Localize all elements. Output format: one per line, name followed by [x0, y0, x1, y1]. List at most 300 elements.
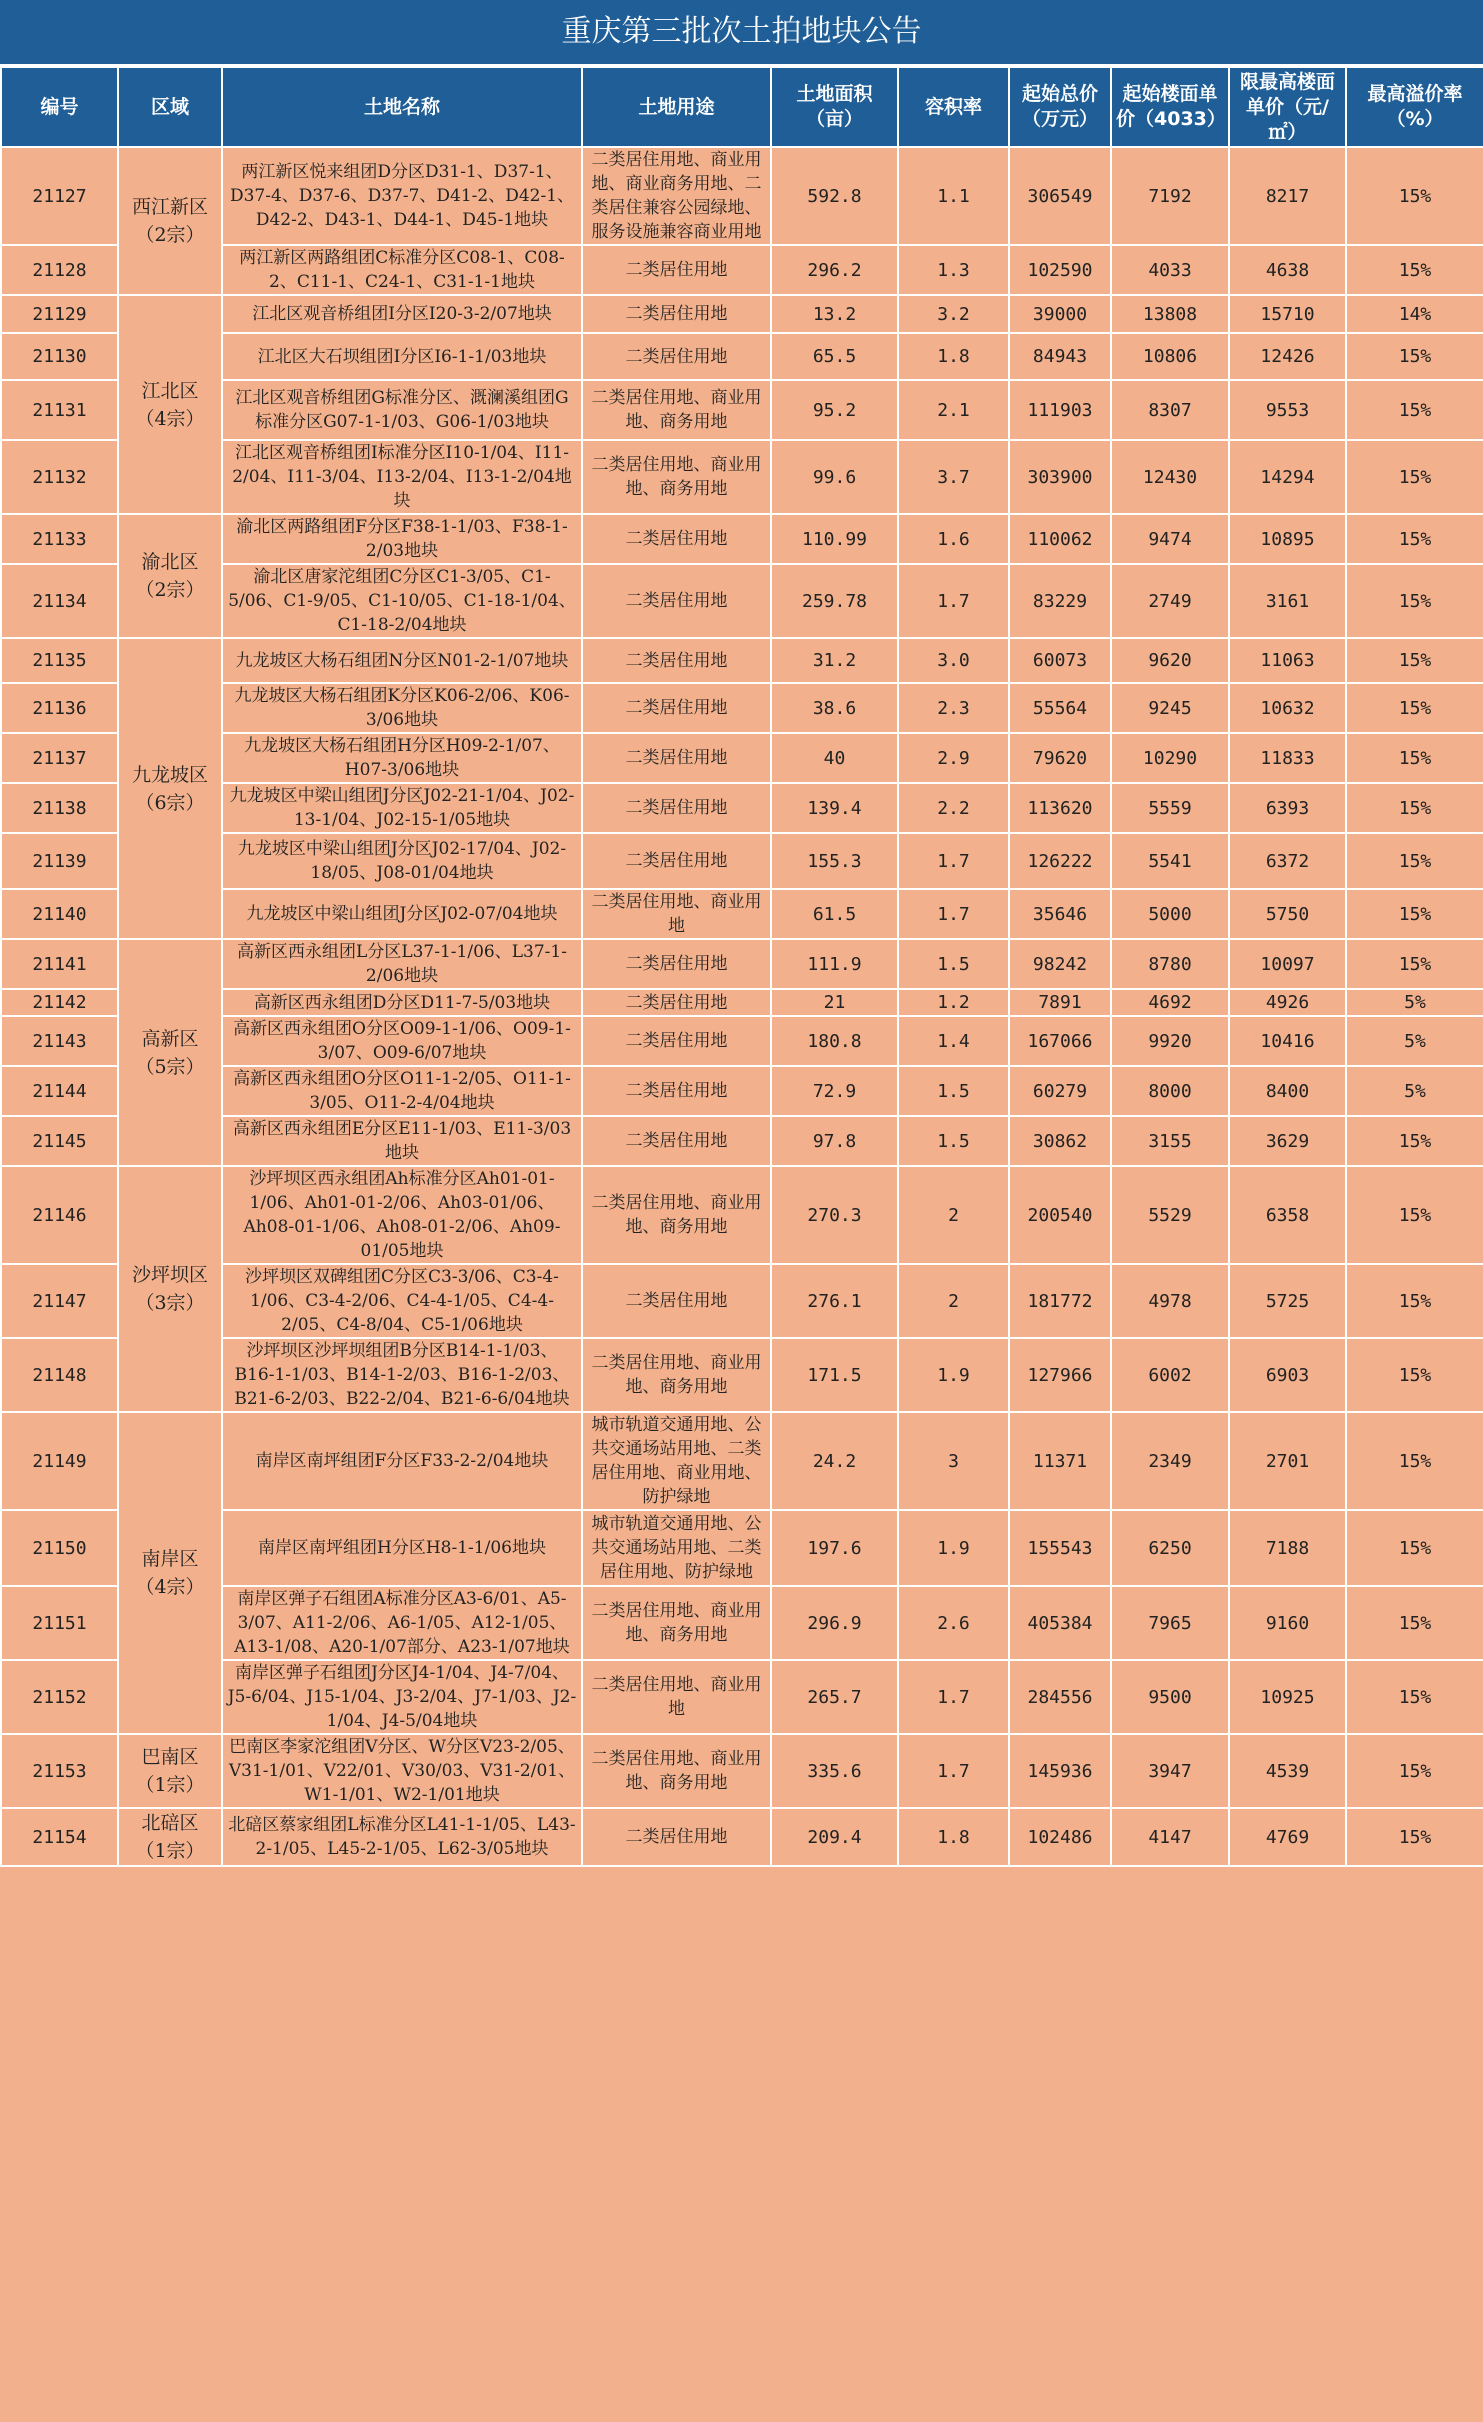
cell-max-premium-rate: 15%: [1346, 683, 1483, 733]
cell-area: 110.99: [771, 514, 898, 564]
cell-area: 95.2: [771, 380, 898, 440]
cell-max-premium-rate: 15%: [1346, 939, 1483, 989]
cell-max-premium-rate: 15%: [1346, 1166, 1483, 1264]
cell-start-floor-price: 3155: [1111, 1116, 1229, 1166]
cell-start-floor-price: 5529: [1111, 1166, 1229, 1264]
cell-max-floor-price: 2701: [1229, 1412, 1346, 1510]
cell-code: 21150: [1, 1510, 118, 1586]
cell-code: 21153: [1, 1734, 118, 1808]
cell-start-total-price: 55564: [1009, 683, 1111, 733]
cell-land-name: 九龙坡区中梁山组团J分区J02-07/04地块: [222, 889, 582, 939]
cell-max-premium-rate: 15%: [1346, 889, 1483, 939]
cell-max-premium-rate: 15%: [1346, 833, 1483, 889]
cell-start-floor-price: 12430: [1111, 440, 1229, 514]
cell-max-floor-price: 14294: [1229, 440, 1346, 514]
cell-land-use: 二类居住用地: [582, 989, 771, 1016]
table-row: [1, 380, 1483, 440]
cell-land-name: 两江新区两路组团C标准分区C08-1、C08-2、C11-1、C24-1、C31-1-1地块: [222, 245, 582, 295]
cell-land-name: 沙坪坝区沙坪坝组团B分区B14-1-1/03、B16-1-1/03、B14-1-2/03、B16-1-2/03、B21-6-2/03、B22-2/04、B21-6-6/04地块: [222, 1338, 582, 1412]
cell-code: 21145: [1, 1116, 118, 1166]
cell-max-floor-price: 10632: [1229, 683, 1346, 733]
land-auction-table: [0, 66, 1483, 1867]
cell-plot-ratio: 1.9: [898, 1510, 1009, 1586]
cell-area: 40: [771, 733, 898, 783]
cell-max-floor-price: 8217: [1229, 147, 1346, 245]
cell-land-name: 九龙坡区大杨石组团N分区N01-2-1/07地块: [222, 638, 582, 683]
cell-land-use: 二类居住用地: [582, 939, 771, 989]
cell-code: 21154: [1, 1808, 118, 1866]
table-row: [1, 1066, 1483, 1116]
page-title: 重庆第三批次土拍地块公告: [0, 0, 1483, 66]
table-row: [1, 1264, 1483, 1338]
cell-land-use: 二类居住用地: [582, 1016, 771, 1066]
cell-plot-ratio: 1.7: [898, 564, 1009, 638]
cell-max-floor-price: 5725: [1229, 1264, 1346, 1338]
cell-area: 13.2: [771, 295, 898, 333]
cell-start-total-price: 84943: [1009, 333, 1111, 380]
cell-land-name: 南岸区南坪组团H分区H8-1-1/06地块: [222, 1510, 582, 1586]
cell-max-floor-price: 4926: [1229, 989, 1346, 1016]
cell-start-total-price: 35646: [1009, 889, 1111, 939]
cell-code: 21134: [1, 564, 118, 638]
cell-land-name: 高新区西永组团O分区O11-1-2/05、O11-1-3/05、O11-2-4/04地块: [222, 1066, 582, 1116]
cell-code: 21137: [1, 733, 118, 783]
cell-start-floor-price: 7965: [1111, 1586, 1229, 1660]
cell-land-name: 九龙坡区大杨石组团K分区K06-2/06、K06-3/06地块: [222, 683, 582, 733]
cell-plot-ratio: 1.3: [898, 245, 1009, 295]
cell-max-floor-price: 5750: [1229, 889, 1346, 939]
table-row: [1, 440, 1483, 514]
cell-start-total-price: 126222: [1009, 833, 1111, 889]
cell-code: 21128: [1, 245, 118, 295]
cell-region: 江北区 （4宗）: [118, 295, 222, 514]
cell-max-premium-rate: 5%: [1346, 989, 1483, 1016]
cell-land-use: 二类居住用地、商业用地、商务用地: [582, 1166, 771, 1264]
cell-max-floor-price: 11833: [1229, 733, 1346, 783]
cell-start-floor-price: 8780: [1111, 939, 1229, 989]
cell-max-floor-price: 10097: [1229, 939, 1346, 989]
cell-start-total-price: 181772: [1009, 1264, 1111, 1338]
cell-land-name: 渝北区两路组团F分区F38-1-1/03、F38-1-2/03地块: [222, 514, 582, 564]
cell-plot-ratio: 1.7: [898, 1660, 1009, 1734]
cell-land-name: 两江新区悦来组团D分区D31-1、D37-1、D37-4、D37-6、D37-7、D41-2、D42-1、D42-2、D43-1、D44-1、D45-1地块: [222, 147, 582, 245]
table-row: [1, 683, 1483, 733]
cell-area: 180.8: [771, 1016, 898, 1066]
cell-plot-ratio: 3.0: [898, 638, 1009, 683]
cell-max-floor-price: 6903: [1229, 1338, 1346, 1412]
header-plot-ratio: 容积率: [898, 67, 1009, 147]
cell-plot-ratio: 2.3: [898, 683, 1009, 733]
table-row: [1, 1116, 1483, 1166]
table-row: [1, 783, 1483, 833]
cell-land-use: 二类居住用地、商业用地、商务用地: [582, 440, 771, 514]
cell-region: 西江新区 （2宗）: [118, 147, 222, 295]
cell-area: 61.5: [771, 889, 898, 939]
cell-start-floor-price: 2349: [1111, 1412, 1229, 1510]
cell-area: 155.3: [771, 833, 898, 889]
cell-area: 38.6: [771, 683, 898, 733]
cell-land-name: 沙坪坝区双碑组团C分区C3-3/06、C3-4-1/06、C3-4-2/06、C4-4-1/05、C4-4-2/05、C4-8/04、C5-1/06地块: [222, 1264, 582, 1338]
cell-land-use: 二类居住用地、商业用地: [582, 889, 771, 939]
cell-code: 21133: [1, 514, 118, 564]
cell-code: 21144: [1, 1066, 118, 1116]
cell-start-floor-price: 9620: [1111, 638, 1229, 683]
cell-start-total-price: 155543: [1009, 1510, 1111, 1586]
cell-start-total-price: 200540: [1009, 1166, 1111, 1264]
cell-code: 21152: [1, 1660, 118, 1734]
table-row: [1, 1660, 1483, 1734]
cell-plot-ratio: 2.1: [898, 380, 1009, 440]
header-code: 编号: [1, 67, 118, 147]
cell-start-floor-price: 5000: [1111, 889, 1229, 939]
cell-max-premium-rate: 15%: [1346, 1116, 1483, 1166]
cell-start-floor-price: 9245: [1111, 683, 1229, 733]
cell-land-use: 二类居住用地、商业用地、商务用地: [582, 1734, 771, 1808]
cell-max-premium-rate: 15%: [1346, 440, 1483, 514]
cell-code: 21147: [1, 1264, 118, 1338]
cell-land-use: 城市轨道交通用地、公共交通场站用地、二类居住用地、商业用地、防护绿地: [582, 1412, 771, 1510]
cell-start-floor-price: 3947: [1111, 1734, 1229, 1808]
cell-start-total-price: 98242: [1009, 939, 1111, 989]
cell-land-name: 九龙坡区大杨石组团H分区H09-2-1/07、H07-3/06地块: [222, 733, 582, 783]
cell-plot-ratio: 1.7: [898, 889, 1009, 939]
cell-code: 21141: [1, 939, 118, 989]
table-row: [1, 1166, 1483, 1264]
cell-land-use: 二类居住用地: [582, 1808, 771, 1866]
cell-plot-ratio: 1.8: [898, 333, 1009, 380]
cell-start-total-price: 111903: [1009, 380, 1111, 440]
cell-land-use: 二类居住用地: [582, 1116, 771, 1166]
cell-plot-ratio: 3.2: [898, 295, 1009, 333]
header-start-total-price: 起始总价（万元）: [1009, 67, 1111, 147]
cell-land-use: 二类居住用地: [582, 1264, 771, 1338]
cell-start-total-price: 60279: [1009, 1066, 1111, 1116]
cell-start-total-price: 11371: [1009, 1412, 1111, 1510]
cell-max-floor-price: 10895: [1229, 514, 1346, 564]
cell-region: 渝北区 （2宗）: [118, 514, 222, 638]
table-row: [1, 638, 1483, 683]
cell-start-total-price: 405384: [1009, 1586, 1111, 1660]
cell-code: 21140: [1, 889, 118, 939]
cell-code: 21148: [1, 1338, 118, 1412]
cell-max-premium-rate: 15%: [1346, 564, 1483, 638]
cell-land-use: 二类居住用地: [582, 245, 771, 295]
cell-start-floor-price: 6002: [1111, 1338, 1229, 1412]
cell-start-total-price: 284556: [1009, 1660, 1111, 1734]
cell-land-name: 高新区西永组团L分区L37-1-1/06、L37-1-2/06地块: [222, 939, 582, 989]
cell-code: 21132: [1, 440, 118, 514]
cell-max-premium-rate: 14%: [1346, 295, 1483, 333]
cell-plot-ratio: 2.9: [898, 733, 1009, 783]
cell-code: 21142: [1, 989, 118, 1016]
cell-land-use: 二类居住用地、商业用地、商务用地: [582, 1338, 771, 1412]
cell-land-name: 南岸区弹子石组团A标准分区A3-6/01、A5-3/07、A11-2/06、A6-1/05、A12-1/05、A13-1/08、A20-1/07部分、A23-1/07地块: [222, 1586, 582, 1660]
cell-max-premium-rate: 15%: [1346, 333, 1483, 380]
cell-start-total-price: 102590: [1009, 245, 1111, 295]
header-max-floor-price: 限最高楼面单价（元/㎡）: [1229, 67, 1346, 147]
cell-code: 21130: [1, 333, 118, 380]
cell-start-total-price: 113620: [1009, 783, 1111, 833]
cell-start-floor-price: 4978: [1111, 1264, 1229, 1338]
cell-max-premium-rate: 15%: [1346, 245, 1483, 295]
cell-land-use: 二类居住用地: [582, 564, 771, 638]
cell-start-floor-price: 4692: [1111, 989, 1229, 1016]
cell-start-total-price: 306549: [1009, 147, 1111, 245]
cell-max-premium-rate: 15%: [1346, 1510, 1483, 1586]
cell-area: 209.4: [771, 1808, 898, 1866]
cell-area: 31.2: [771, 638, 898, 683]
cell-start-floor-price: 4147: [1111, 1808, 1229, 1866]
cell-plot-ratio: 1.8: [898, 1808, 1009, 1866]
cell-max-premium-rate: 15%: [1346, 1338, 1483, 1412]
header-row: [1, 67, 1483, 147]
cell-area: 111.9: [771, 939, 898, 989]
cell-start-total-price: 60073: [1009, 638, 1111, 683]
cell-max-premium-rate: 15%: [1346, 783, 1483, 833]
cell-max-premium-rate: 15%: [1346, 514, 1483, 564]
cell-start-total-price: 102486: [1009, 1808, 1111, 1866]
cell-land-use: 二类居住用地: [582, 333, 771, 380]
table-row: [1, 1016, 1483, 1066]
cell-plot-ratio: 1.5: [898, 939, 1009, 989]
cell-max-floor-price: 6393: [1229, 783, 1346, 833]
table-row: [1, 333, 1483, 380]
header-area: 土地面积（亩）: [771, 67, 898, 147]
cell-max-premium-rate: 15%: [1346, 1586, 1483, 1660]
cell-max-floor-price: 7188: [1229, 1510, 1346, 1586]
table-row: [1, 295, 1483, 333]
cell-max-floor-price: 11063: [1229, 638, 1346, 683]
cell-max-floor-price: 4638: [1229, 245, 1346, 295]
cell-plot-ratio: 2.6: [898, 1586, 1009, 1660]
cell-max-floor-price: 3161: [1229, 564, 1346, 638]
cell-plot-ratio: 2.2: [898, 783, 1009, 833]
table-row: [1, 733, 1483, 783]
cell-max-floor-price: 3629: [1229, 1116, 1346, 1166]
cell-start-floor-price: 6250: [1111, 1510, 1229, 1586]
cell-max-premium-rate: 15%: [1346, 1660, 1483, 1734]
cell-start-floor-price: 7192: [1111, 147, 1229, 245]
cell-plot-ratio: 1.4: [898, 1016, 1009, 1066]
cell-area: 296.2: [771, 245, 898, 295]
cell-land-name: 高新区西永组团D分区D11-7-5/03地块: [222, 989, 582, 1016]
cell-start-total-price: 167066: [1009, 1016, 1111, 1066]
cell-land-name: 南岸区弹子石组团J分区J4-1/04、J4-7/04、J5-6/04、J15-1/04、J3-2/04、J7-1/03、J2-1/04、J4-5/04地块: [222, 1660, 582, 1734]
cell-code: 21149: [1, 1412, 118, 1510]
cell-region: 高新区 （5宗）: [118, 939, 222, 1166]
cell-land-name: 江北区观音桥组团G标准分区、溉澜溪组团G标准分区G07-1-1/03、G06-1/03地块: [222, 380, 582, 440]
cell-area: 99.6: [771, 440, 898, 514]
table-row: [1, 514, 1483, 564]
table-row: [1, 889, 1483, 939]
cell-start-floor-price: 4033: [1111, 245, 1229, 295]
cell-area: 197.6: [771, 1510, 898, 1586]
cell-code: 21139: [1, 833, 118, 889]
cell-start-floor-price: 5559: [1111, 783, 1229, 833]
header-land-use: 土地用途: [582, 67, 771, 147]
cell-area: 276.1: [771, 1264, 898, 1338]
cell-max-premium-rate: 15%: [1346, 733, 1483, 783]
table-row: [1, 939, 1483, 989]
cell-start-total-price: 7891: [1009, 989, 1111, 1016]
cell-code: 21127: [1, 147, 118, 245]
cell-start-floor-price: 9474: [1111, 514, 1229, 564]
cell-land-use: 二类居住用地: [582, 783, 771, 833]
cell-start-total-price: 145936: [1009, 1734, 1111, 1808]
table-row: [1, 1412, 1483, 1510]
cell-start-total-price: 127966: [1009, 1338, 1111, 1412]
cell-plot-ratio: 1.5: [898, 1116, 1009, 1166]
cell-start-floor-price: 9500: [1111, 1660, 1229, 1734]
cell-max-floor-price: 4769: [1229, 1808, 1346, 1866]
cell-start-total-price: 83229: [1009, 564, 1111, 638]
cell-plot-ratio: 3.7: [898, 440, 1009, 514]
cell-max-floor-price: 8400: [1229, 1066, 1346, 1116]
cell-land-use: 二类居住用地: [582, 638, 771, 683]
cell-land-use: 二类居住用地、商业用地、商务用地: [582, 1586, 771, 1660]
cell-area: 24.2: [771, 1412, 898, 1510]
cell-code: 21135: [1, 638, 118, 683]
cell-plot-ratio: 1.9: [898, 1338, 1009, 1412]
table-row: [1, 1734, 1483, 1808]
cell-region: 沙坪坝区 （3宗）: [118, 1166, 222, 1412]
cell-max-floor-price: 6372: [1229, 833, 1346, 889]
cell-area: 65.5: [771, 333, 898, 380]
cell-land-use: 二类居住用地: [582, 295, 771, 333]
cell-land-use: 城市轨道交通用地、公共交通场站用地、二类居住用地、防护绿地: [582, 1510, 771, 1586]
table-body: [1, 147, 1483, 1866]
cell-land-use: 二类居住用地、商业用地、商业商务用地、二类居住兼容公园绿地、服务设施兼容商业用地: [582, 147, 771, 245]
cell-plot-ratio: 2: [898, 1166, 1009, 1264]
cell-land-name: 九龙坡区中梁山组团J分区J02-17/04、J02-18/05、J08-01/04地块: [222, 833, 582, 889]
cell-area: 296.9: [771, 1586, 898, 1660]
cell-land-use: 二类居住用地: [582, 683, 771, 733]
cell-code: 21143: [1, 1016, 118, 1066]
cell-code: 21151: [1, 1586, 118, 1660]
cell-land-use: 二类居住用地、商业用地、商务用地: [582, 380, 771, 440]
cell-start-floor-price: 5541: [1111, 833, 1229, 889]
table-row: [1, 1338, 1483, 1412]
cell-max-premium-rate: 15%: [1346, 1412, 1483, 1510]
table-row: [1, 1586, 1483, 1660]
cell-plot-ratio: 1.7: [898, 833, 1009, 889]
cell-start-floor-price: 9920: [1111, 1016, 1229, 1066]
cell-max-floor-price: 4539: [1229, 1734, 1346, 1808]
cell-land-name: 南岸区南坪组团F分区F33-2-2/04地块: [222, 1412, 582, 1510]
table-row: [1, 833, 1483, 889]
table-row: [1, 1808, 1483, 1866]
cell-plot-ratio: 3: [898, 1412, 1009, 1510]
cell-land-name: 江北区观音桥组团I标准分区I10-1/04、I11-2/04、I11-3/04、I13-2/04、I13-1-2/04地块: [222, 440, 582, 514]
cell-land-use: 二类居住用地: [582, 833, 771, 889]
cell-code: 21136: [1, 683, 118, 733]
cell-max-premium-rate: 15%: [1346, 1734, 1483, 1808]
table-row: [1, 989, 1483, 1016]
cell-area: 139.4: [771, 783, 898, 833]
header-max-premium-rate: 最高溢价率（%）: [1346, 67, 1483, 147]
cell-max-premium-rate: 5%: [1346, 1066, 1483, 1116]
cell-plot-ratio: 1.6: [898, 514, 1009, 564]
cell-max-floor-price: 10925: [1229, 1660, 1346, 1734]
cell-start-floor-price: 8307: [1111, 380, 1229, 440]
cell-max-premium-rate: 5%: [1346, 1016, 1483, 1066]
cell-area: 171.5: [771, 1338, 898, 1412]
cell-area: 592.8: [771, 147, 898, 245]
table-row: [1, 564, 1483, 638]
cell-area: 72.9: [771, 1066, 898, 1116]
cell-land-name: 江北区大石坝组团I分区I6-1-1/03地块: [222, 333, 582, 380]
cell-max-premium-rate: 15%: [1346, 1264, 1483, 1338]
cell-start-floor-price: 10806: [1111, 333, 1229, 380]
cell-region: 南岸区 （4宗）: [118, 1412, 222, 1734]
cell-code: 21138: [1, 783, 118, 833]
cell-start-floor-price: 2749: [1111, 564, 1229, 638]
cell-max-premium-rate: 15%: [1346, 147, 1483, 245]
cell-max-floor-price: 6358: [1229, 1166, 1346, 1264]
cell-land-name: 渝北区唐家沱组团C分区C1-3/05、C1-5/06、C1-9/05、C1-10/05、C1-18-1/04、C1-18-2/04地块: [222, 564, 582, 638]
cell-max-floor-price: 10416: [1229, 1016, 1346, 1066]
table-row: [1, 245, 1483, 295]
cell-plot-ratio: 2: [898, 1264, 1009, 1338]
cell-start-floor-price: 8000: [1111, 1066, 1229, 1116]
cell-max-floor-price: 9160: [1229, 1586, 1346, 1660]
cell-land-name: 巴南区李家沱组团V分区、W分区V23-2/05、V31-1/01、V22/01、V30/03、V31-2/01、W1-1/01、W2-1/01地块: [222, 1734, 582, 1808]
cell-area: 270.3: [771, 1166, 898, 1264]
cell-plot-ratio: 1.1: [898, 147, 1009, 245]
cell-region: 巴南区 （1宗）: [118, 1734, 222, 1808]
cell-max-premium-rate: 15%: [1346, 1808, 1483, 1866]
cell-max-floor-price: 15710: [1229, 295, 1346, 333]
cell-max-floor-price: 9553: [1229, 380, 1346, 440]
cell-plot-ratio: 1.2: [898, 989, 1009, 1016]
cell-code: 21129: [1, 295, 118, 333]
cell-land-use: 二类居住用地: [582, 1066, 771, 1116]
cell-land-name: 江北区观音桥组团I分区I20-3-2/07地块: [222, 295, 582, 333]
cell-land-use: 二类居住用地: [582, 514, 771, 564]
cell-area: 265.7: [771, 1660, 898, 1734]
cell-land-name: 九龙坡区中梁山组团J分区J02-21-1/04、J02-13-1/04、J02-15-1/05地块: [222, 783, 582, 833]
table-row: [1, 147, 1483, 245]
cell-land-use: 二类居住用地、商业用地: [582, 1660, 771, 1734]
header-region: 区域: [118, 67, 222, 147]
cell-max-premium-rate: 15%: [1346, 380, 1483, 440]
cell-region: 北碚区 （1宗）: [118, 1808, 222, 1866]
cell-land-use: 二类居住用地: [582, 733, 771, 783]
cell-land-name: 沙坪坝区西永组团Ah标准分区Ah01-01-1/06、Ah01-01-2/06、Ah03-01/06、Ah08-01-1/06、Ah08-01-2/06、Ah09-01/05地块: [222, 1166, 582, 1264]
cell-start-total-price: 39000: [1009, 295, 1111, 333]
cell-land-name: 北碚区蔡家组团L标准分区L41-1-1/05、L43-2-1/05、L45-2-1/05、L62-3/05地块: [222, 1808, 582, 1866]
cell-start-total-price: 79620: [1009, 733, 1111, 783]
cell-region: 九龙坡区 （6宗）: [118, 638, 222, 939]
cell-plot-ratio: 1.7: [898, 1734, 1009, 1808]
header-start-floor-price: 起始楼面单价（4033）: [1111, 67, 1229, 147]
cell-start-total-price: 303900: [1009, 440, 1111, 514]
cell-land-name: 高新区西永组团E分区E11-1/03、E11-3/03地块: [222, 1116, 582, 1166]
cell-start-total-price: 110062: [1009, 514, 1111, 564]
cell-area: 21: [771, 989, 898, 1016]
cell-start-total-price: 30862: [1009, 1116, 1111, 1166]
cell-max-floor-price: 12426: [1229, 333, 1346, 380]
cell-area: 259.78: [771, 564, 898, 638]
cell-max-premium-rate: 15%: [1346, 638, 1483, 683]
cell-area: 335.6: [771, 1734, 898, 1808]
table-row: [1, 1510, 1483, 1586]
header-land-name: 土地名称: [222, 67, 582, 147]
cell-land-name: 高新区西永组团O分区O09-1-1/06、O09-1-3/07、O09-6/07地块: [222, 1016, 582, 1066]
cell-start-floor-price: 10290: [1111, 733, 1229, 783]
cell-code: 21131: [1, 380, 118, 440]
cell-code: 21146: [1, 1166, 118, 1264]
